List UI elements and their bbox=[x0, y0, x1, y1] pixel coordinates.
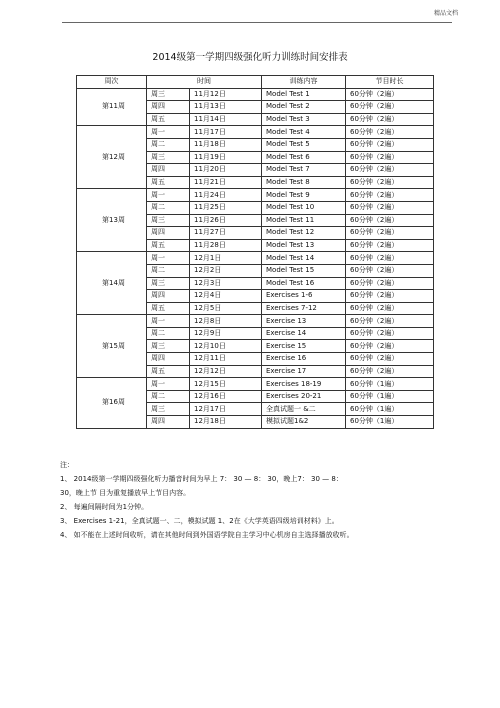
day-cell: 周二 bbox=[147, 201, 190, 214]
content-cell: Model Test 14 bbox=[262, 252, 346, 265]
day-cell: 周四 bbox=[147, 290, 190, 303]
duration-cell: 60分钟（1遍） bbox=[346, 403, 434, 416]
date-cell: 11月14日 bbox=[190, 113, 262, 126]
content-cell: Model Test 3 bbox=[262, 113, 346, 126]
date-cell: 12月5日 bbox=[190, 302, 262, 315]
day-cell: 周四 bbox=[147, 416, 190, 429]
week-cell: 第12周 bbox=[77, 126, 147, 189]
content-cell: Model Test 15 bbox=[262, 264, 346, 277]
content-cell: Exercise 17 bbox=[262, 365, 346, 378]
content-cell: Model Test 10 bbox=[262, 201, 346, 214]
content-cell: Model Test 4 bbox=[262, 126, 346, 139]
duration-cell: 60分钟（2遍） bbox=[346, 290, 434, 303]
day-cell: 周一 bbox=[147, 126, 190, 139]
day-cell: 周二 bbox=[147, 390, 190, 403]
day-cell: 周四 bbox=[147, 227, 190, 240]
watermark-text: 精品文档 bbox=[433, 10, 458, 17]
duration-cell: 60分钟（2遍） bbox=[346, 101, 434, 114]
duration-cell: 60分钟（2遍） bbox=[346, 353, 434, 366]
table-row bbox=[77, 315, 434, 328]
day-cell: 周三 bbox=[147, 277, 190, 290]
note-line: 4、 如不能在上述时间收听，请在其他时间到外国语学院自主学习中心机房自主选择播放收听。 bbox=[60, 531, 354, 539]
table-row bbox=[77, 378, 434, 391]
date-cell: 11月24日 bbox=[190, 189, 262, 202]
date-cell: 11月20日 bbox=[190, 164, 262, 177]
header-week: 周次 bbox=[77, 76, 147, 89]
day-cell: 周二 bbox=[147, 327, 190, 340]
content-cell: Model Test 16 bbox=[262, 277, 346, 290]
content-cell: 模拟试题1&2 bbox=[262, 416, 346, 429]
day-cell: 周二 bbox=[147, 138, 190, 151]
table-row bbox=[77, 88, 434, 101]
date-cell: 11月17日 bbox=[190, 126, 262, 139]
duration-cell: 60分钟（2遍） bbox=[346, 365, 434, 378]
duration-cell: 60分钟（2遍） bbox=[346, 264, 434, 277]
day-cell: 周五 bbox=[147, 239, 190, 252]
content-cell: Exercise 16 bbox=[262, 353, 346, 366]
duration-cell: 60分钟（2遍） bbox=[346, 214, 434, 227]
day-cell: 周一 bbox=[147, 378, 190, 391]
day-cell: 周五 bbox=[147, 176, 190, 189]
date-cell: 12月4日 bbox=[190, 290, 262, 303]
day-cell: 周二 bbox=[147, 264, 190, 277]
content-cell: Model Test 1 bbox=[262, 88, 346, 101]
duration-cell: 60分钟（2遍） bbox=[346, 113, 434, 126]
duration-cell: 60分钟（2遍） bbox=[346, 315, 434, 328]
duration-cell: 60分钟（1遍） bbox=[346, 390, 434, 403]
week-cell: 第14周 bbox=[77, 252, 147, 315]
week-cell: 第16周 bbox=[77, 378, 147, 428]
note-line: 2、 每遍间隔时间为1分钟。 bbox=[60, 503, 149, 511]
date-cell: 12月2日 bbox=[190, 264, 262, 277]
notes-section bbox=[60, 458, 460, 542]
date-cell: 12月9日 bbox=[190, 327, 262, 340]
date-cell: 12月12日 bbox=[190, 365, 262, 378]
duration-cell: 60分钟（2遍） bbox=[346, 151, 434, 164]
content-cell: Model Test 8 bbox=[262, 176, 346, 189]
schedule-body bbox=[77, 88, 434, 428]
header-rule bbox=[62, 22, 452, 23]
content-cell: Exercise 14 bbox=[262, 327, 346, 340]
duration-cell: 60分钟（1遍） bbox=[346, 416, 434, 429]
date-cell: 12月10日 bbox=[190, 340, 262, 353]
week-cell: 第13周 bbox=[77, 189, 147, 252]
duration-cell: 60分钟（2遍） bbox=[346, 252, 434, 265]
day-cell: 周四 bbox=[147, 101, 190, 114]
duration-cell: 60分钟（1遍） bbox=[346, 378, 434, 391]
date-cell: 11月18日 bbox=[190, 138, 262, 151]
date-cell: 12月16日 bbox=[190, 390, 262, 403]
header-time: 时间 bbox=[147, 76, 262, 89]
date-cell: 12月11日 bbox=[190, 353, 262, 366]
duration-cell: 60分钟（2遍） bbox=[346, 340, 434, 353]
date-cell: 11月28日 bbox=[190, 239, 262, 252]
day-cell: 周三 bbox=[147, 340, 190, 353]
content-cell: Exercises 20-21 bbox=[262, 390, 346, 403]
day-cell: 周三 bbox=[147, 214, 190, 227]
day-cell: 周三 bbox=[147, 151, 190, 164]
day-cell: 周一 bbox=[147, 189, 190, 202]
date-cell: 11月26日 bbox=[190, 214, 262, 227]
document-title: 2014级第一学期四级强化听力训练时间安排表 bbox=[152, 52, 348, 63]
week-cell: 第11周 bbox=[77, 88, 147, 126]
day-cell: 周四 bbox=[147, 353, 190, 366]
date-cell: 12月17日 bbox=[190, 403, 262, 416]
note-line: 30，晚上节 目为重复播放早上节目内容。 bbox=[60, 489, 191, 497]
content-cell: Model Test 5 bbox=[262, 138, 346, 151]
date-cell: 12月8日 bbox=[190, 315, 262, 328]
content-cell: Model Test 6 bbox=[262, 151, 346, 164]
day-cell: 周五 bbox=[147, 365, 190, 378]
duration-cell: 60分钟（2遍） bbox=[346, 138, 434, 151]
schedule-table bbox=[76, 75, 434, 429]
table-header-row bbox=[77, 76, 434, 89]
header-content: 训练内容 bbox=[262, 76, 346, 89]
day-cell: 周五 bbox=[147, 302, 190, 315]
content-cell: Model Test 9 bbox=[262, 189, 346, 202]
date-cell: 12月1日 bbox=[190, 252, 262, 265]
date-cell: 12月3日 bbox=[190, 277, 262, 290]
content-cell: Exercises 18-19 bbox=[262, 378, 346, 391]
day-cell: 周三 bbox=[147, 403, 190, 416]
content-cell: Exercise 15 bbox=[262, 340, 346, 353]
date-cell: 11月12日 bbox=[190, 88, 262, 101]
duration-cell: 60分钟（2遍） bbox=[346, 239, 434, 252]
day-cell: 周一 bbox=[147, 315, 190, 328]
table-row bbox=[77, 252, 434, 265]
content-cell: Model Test 13 bbox=[262, 239, 346, 252]
duration-cell: 60分钟（2遍） bbox=[346, 88, 434, 101]
date-cell: 12月15日 bbox=[190, 378, 262, 391]
content-cell: Exercise 13 bbox=[262, 315, 346, 328]
duration-cell: 60分钟（2遍） bbox=[346, 302, 434, 315]
duration-cell: 60分钟（2遍） bbox=[346, 327, 434, 340]
content-cell: Model Test 2 bbox=[262, 101, 346, 114]
note-line: 3、 Exercises 1-21，全真试题一、二，模拟试题 1、2在《大学英语四级培训材料》上。 bbox=[60, 517, 339, 525]
table-row bbox=[77, 189, 434, 202]
date-cell: 11月25日 bbox=[190, 201, 262, 214]
week-cell: 第15周 bbox=[77, 315, 147, 378]
duration-cell: 60分钟（2遍） bbox=[346, 164, 434, 177]
date-cell: 11月27日 bbox=[190, 227, 262, 240]
notes-heading: 注： bbox=[60, 461, 74, 469]
day-cell: 周三 bbox=[147, 88, 190, 101]
date-cell: 11月13日 bbox=[190, 101, 262, 114]
header-duration: 节目时长 bbox=[346, 76, 434, 89]
date-cell: 11月21日 bbox=[190, 176, 262, 189]
content-cell: Model Test 11 bbox=[262, 214, 346, 227]
duration-cell: 60分钟（2遍） bbox=[346, 227, 434, 240]
day-cell: 周四 bbox=[147, 164, 190, 177]
day-cell: 周一 bbox=[147, 252, 190, 265]
duration-cell: 60分钟（2遍） bbox=[346, 176, 434, 189]
duration-cell: 60分钟（2遍） bbox=[346, 277, 434, 290]
content-cell: Exercises 7-12 bbox=[262, 302, 346, 315]
content-cell: Exercises 1-6 bbox=[262, 290, 346, 303]
content-cell: Model Test 12 bbox=[262, 227, 346, 240]
duration-cell: 60分钟（2遍） bbox=[346, 201, 434, 214]
day-cell: 周五 bbox=[147, 113, 190, 126]
duration-cell: 60分钟（2遍） bbox=[346, 189, 434, 202]
date-cell: 12月18日 bbox=[190, 416, 262, 429]
duration-cell: 60分钟（2遍） bbox=[346, 126, 434, 139]
content-cell: 全真试题一 &二 bbox=[262, 403, 346, 416]
table-row bbox=[77, 126, 434, 139]
note-line: 1、 2014级第一学期四级强化听力播音时间为早上 7： 30 — 8： 30，晚上7： 30 — 8： bbox=[60, 475, 343, 483]
content-cell: Model Test 7 bbox=[262, 164, 346, 177]
date-cell: 11月19日 bbox=[190, 151, 262, 164]
